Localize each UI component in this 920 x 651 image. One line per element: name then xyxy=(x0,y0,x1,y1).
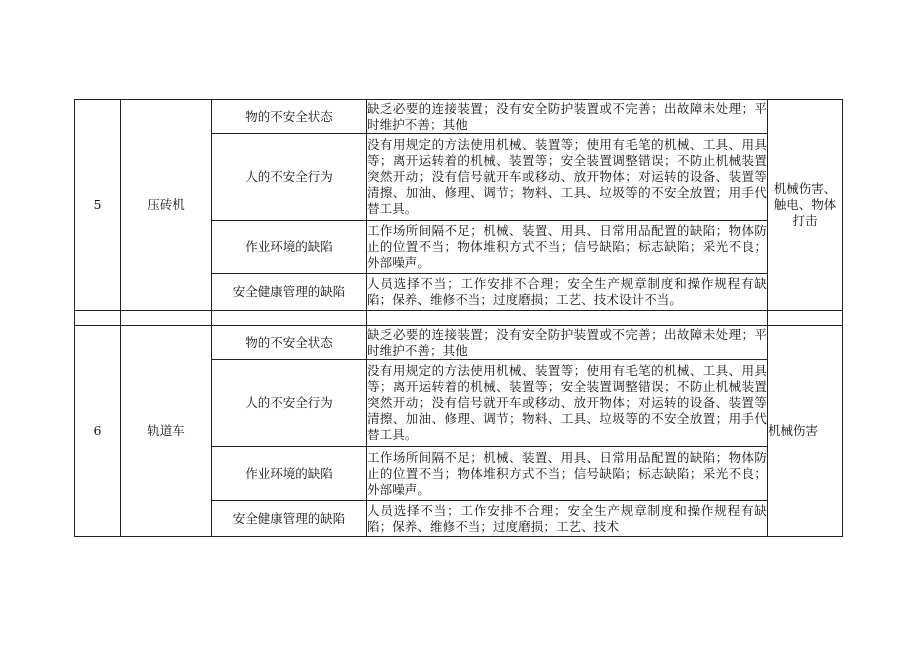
accident-type: 机械伤害 xyxy=(768,326,843,537)
factor-label: 安全健康管理的缺陷 xyxy=(212,274,367,311)
hazard-table xyxy=(74,99,843,537)
equipment-name: 轨道车 xyxy=(121,326,212,537)
factor-label: 物的不安全状态 xyxy=(212,100,367,134)
factor-description: 工作场所间隔不足；机械、装置、用具、日常用品配置的缺陷；物体防止的位置不当；物体堆积方式不当；信号缺陷；标志缺陷；采光不良；外部噪声。 xyxy=(367,221,768,274)
row-number: 5 xyxy=(75,100,121,311)
accident-type: 机械伤害、触电、物体打击 xyxy=(768,100,843,311)
factor-description: 缺乏必要的连接装置；没有安全防护装置或不完善；出故障未处理；平时维护不善；其他 xyxy=(367,100,767,132)
factor-label: 作业环境的缺陷 xyxy=(212,221,367,274)
factor-label: 人的不安全行为 xyxy=(212,134,367,221)
factor-label: 人的不安全行为 xyxy=(212,360,367,447)
spacer-cell xyxy=(75,311,121,326)
table-row xyxy=(75,326,843,360)
factor-description: 人员选择不当；工作安排不合理；安全生产规章制度和操作规程有缺陷；保养、维修不当；过度磨损；工艺、技术 xyxy=(367,501,768,537)
spacer-cell xyxy=(367,311,768,326)
factor-description: 缺乏必要的连接装置；没有安全防护装置或不完善；出故障未处理；平时维护不善；其他 xyxy=(367,326,767,358)
factor-label: 物的不安全状态 xyxy=(212,326,367,360)
spacer-cell xyxy=(212,311,367,326)
factor-label: 安全健康管理的缺陷 xyxy=(212,501,367,537)
spacer-cell xyxy=(768,311,843,326)
row-number: 6 xyxy=(75,326,121,537)
factor-description: 工作场所间隔不足；机械、装置、用具、日常用品配置的缺陷；物体防止的位置不当；物体堆积方式不当；信号缺陷；标志缺陷；采光不良；外部噪声。 xyxy=(367,447,768,501)
factor-description: 没有用规定的方法使用机械、装置等；使用有毛笔的机械、工具、用具等；离开运转着的机械、装置等；安全装置调整错误；不防止机械装置突然开动；没有信号就开车或移动、放开物体；对运转的设备、装置等清擦、加油、修理、调节；物料、工具、垃圾等的不安全放置；用手代替工具。 xyxy=(367,360,768,447)
spacer-cell xyxy=(121,311,212,326)
factor-description: 人员选择不当；工作安排不合理；安全生产规章制度和操作规程有缺陷；保养、维修不当；过度磨损；工艺、技术设计不当。 xyxy=(367,274,768,311)
factor-label: 作业环境的缺陷 xyxy=(212,447,367,501)
table-row xyxy=(75,100,843,134)
factor-description: 没有用规定的方法使用机械、装置等；使用有毛笔的机械、工具、用具等；离开运转着的机械、装置等；安全装置调整错误；不防止机械装置突然开动；没有信号就开车或移动、放开物体；对运转的设备、装置等清擦、加油、修理、调节；物料、工具、垃圾等的不安全放置；用手代替工具。 xyxy=(367,134,768,221)
table-spacer-row xyxy=(75,311,843,326)
equipment-name: 压砖机 xyxy=(121,100,212,311)
